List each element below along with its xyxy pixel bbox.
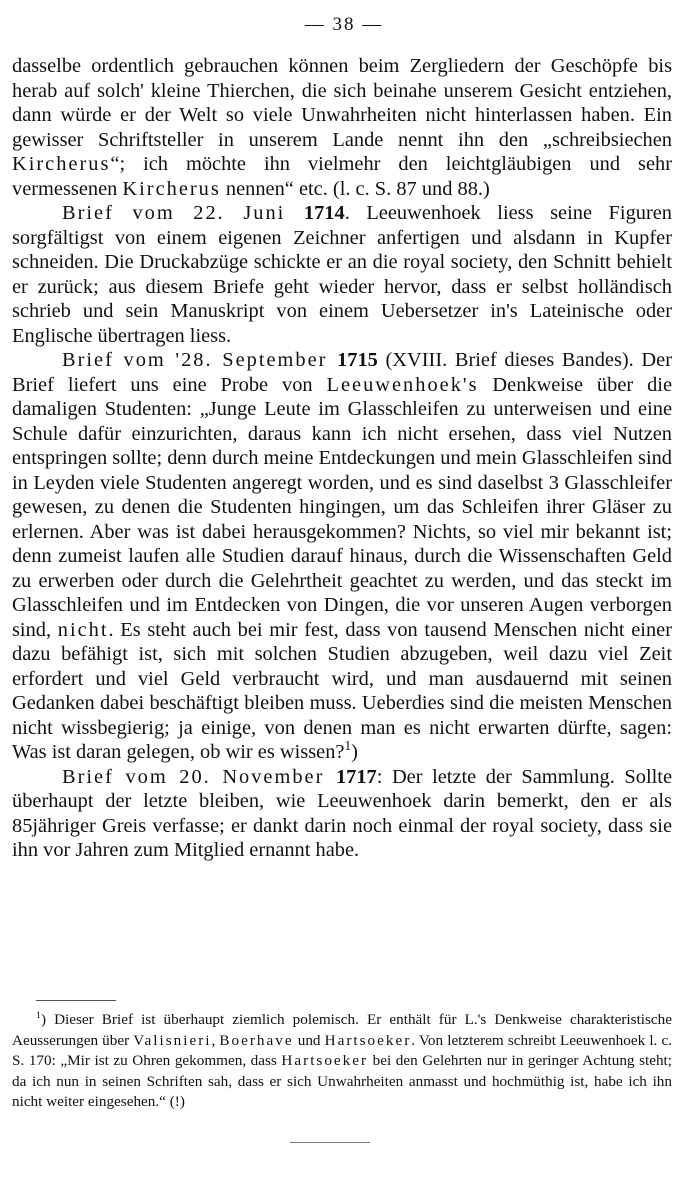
body-text bbox=[12, 54, 672, 863]
text-run: “; ich möchte ihn vielmehr den leichtgläubigen und sehr vermessenen bbox=[12, 153, 672, 200]
footnote-marker: 1 bbox=[36, 1009, 41, 1021]
page-number: — 38 — bbox=[304, 14, 384, 35]
footnote-reference: 1 bbox=[344, 738, 352, 754]
letter-year: 1715 bbox=[337, 349, 378, 371]
text-run: dasselbe ordentlich gebrauchen können beim Zergliedern der Geschöpfe bis herab auf solch' kleine Thierchen, die sich beinahe unserem Gesicht entziehen, dann würde er der Welt so viele Unwahrheiten nicht hinterlassen haben. Ein gewisser Schriftsteller in unserem Lande nennt ihn den „schreibsiechen bbox=[12, 55, 672, 151]
text-run: nennen“ etc. (l. c. S. 87 und 88.) bbox=[220, 177, 490, 200]
paragraph-3 bbox=[12, 348, 672, 765]
letter-date-heading: Brief vom 22. Juni bbox=[62, 202, 304, 224]
text-run: , bbox=[211, 1031, 220, 1049]
spaced-name: Hartsoeker bbox=[281, 1052, 369, 1069]
letter-year: 1717 bbox=[335, 765, 377, 788]
text-run: . Leeuwenhoek liess seine Figuren sorgfältigst von einem eigenen Zeichner anfertigen und alsdann in Kupfer schneiden. Die Druckabzüge schickte er an die royal society, den Schnitt behielt er zurück; aus diesem Briefe geht wieder hervor, dass er selbst holländisch schrieb und sein Manuskript von einem Uebersetzer in's Lateinische oder Englische übertragen liess. bbox=[12, 202, 672, 347]
spaced-name: Kircherus bbox=[122, 177, 221, 200]
letter-date-heading: Brief vom 20. November bbox=[62, 765, 336, 788]
text-run: und bbox=[293, 1031, 325, 1049]
text-run: ) bbox=[351, 741, 358, 763]
spaced-name: Hartsoeker bbox=[324, 1031, 412, 1049]
spaced-name: Boerhave bbox=[219, 1031, 294, 1049]
spaced-emphasis: nicht bbox=[57, 618, 109, 641]
paragraph-2 bbox=[12, 201, 672, 348]
letter-year: 1714 bbox=[303, 202, 345, 224]
spaced-name: Leeuwenhoek's bbox=[326, 373, 479, 396]
end-divider bbox=[290, 1142, 370, 1143]
footnote-divider bbox=[36, 1000, 116, 1001]
text-run: ) Dieser Brief ist überhaupt ziemlich polemisch. Er enthält für L.'s Denkweise charakteristische Aeusserungen über bbox=[12, 1011, 672, 1049]
text-run: . Von letzterem schreibt Leeuwenhoek l. c. S. 170: „Mir ist zu Ohren gekommen, dass bbox=[12, 1031, 673, 1069]
text-run: (XVIII. Brief dieses Bandes). Der Brief liefert uns eine Probe von bbox=[12, 349, 672, 396]
text-run: : Der letzte der Sammlung. Sollte überhaupt der letzte bleiben, wie Leeuwenhoek darin bemerkt, den er als 85jähriger Greis verfasse; er dankt darin noch einmal der royal society, dass sie ihn vor Jahren zum Mitglied ernannt habe. bbox=[12, 765, 672, 861]
text-run: bei den Gelehrten nur in geringer Achtung steht; da ich nun in seinen Schriften sah, dass er sich Unwahrheiten anmasst und hochmüthig ist, habe ich ihn nicht weiter eingesehen.“ (!) bbox=[12, 1052, 672, 1110]
text-run: . Es steht auch bei mir fest, dass von tausend Menschen nicht einer dazu befähigt ist, sich mit solchen Studien abzugeben, weil dazu viel Zeit erfordert und viel Geld verbraucht wird, und man ausdauernd mit seinen Gedanken dabei beschäftigt bleiben muss. Ueberdies sind die meisten Menschen nicht wissbegierig; ja einige, von denen man es nicht erwarten dürfte, sagen: Was ist daran gelegen, ob wir es wissen? bbox=[12, 618, 672, 763]
footnote-text bbox=[12, 1010, 672, 1113]
spaced-name: Kircherus bbox=[12, 153, 111, 175]
letter-date-heading: Brief vom '28. September bbox=[62, 349, 338, 371]
footnote bbox=[12, 1010, 672, 1113]
spaced-name: Valisnieri bbox=[133, 1031, 212, 1049]
paragraph-4 bbox=[12, 765, 672, 863]
paragraph-1 bbox=[12, 54, 672, 201]
text-run: Denkweise über die damaligen Studenten: „Junge Leute im Glasschleifen zu unterweisen und eine Schule dafür einzurichten, daraus kann ich nicht ersehen, dass viel Nutzen entspringen sollte; denn durch meine Entdeckungen und mein Glasschleifen sind in Leyden viele Studenten angeregt worden, und es sind daselbst 3 Glasschleifer gewesen, zu denen die Studenten hingingen, um das Schleifen ihrer Gläser zu erlernen. Aber was ist dabei herausgekommen? Nichts, so viel mir bekannt ist; denn zumeist laufen alle Studien darauf hinaus, durch die Wissenschaften Geld zu erwerben oder durch die Gelehrtheit geachtet zu werden, und das steckt im Glasschleifen und im Entdecken von Dingen, die vor unseren Augen verborgen sind, bbox=[12, 373, 672, 641]
